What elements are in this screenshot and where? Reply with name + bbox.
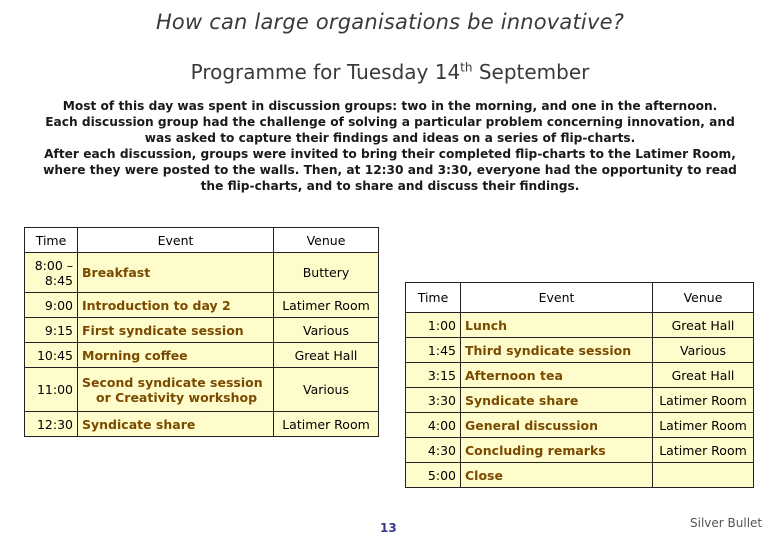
page-title: How can large organisations be innovative? xyxy=(155,10,625,34)
subtitle-text: Programme for Tuesday 14 xyxy=(190,60,461,84)
row-event: Third syndicate session xyxy=(461,338,653,363)
row-venue: Various xyxy=(274,318,379,343)
row-venue: Various xyxy=(274,368,379,412)
row-event: Introduction to day 2 xyxy=(78,293,274,318)
table-row xyxy=(25,368,379,412)
page-number: 13 xyxy=(380,521,397,535)
table-header-row xyxy=(25,228,379,253)
row-time: 12:30 xyxy=(25,412,78,437)
row-time: 9:15 xyxy=(25,318,78,343)
table-row xyxy=(406,363,754,388)
row-event-line xyxy=(82,390,269,405)
header-time: Time xyxy=(406,283,461,313)
header-venue: Venue xyxy=(274,228,379,253)
row-venue: Latimer Room xyxy=(274,412,379,437)
row-event-line: Second syndicate session xyxy=(82,374,263,390)
table-row xyxy=(25,318,379,343)
table-row xyxy=(25,412,379,437)
row-time: 1:45 xyxy=(406,338,461,363)
row-event-sub: or Creativity workshop xyxy=(96,389,258,405)
row-time: 11:00 xyxy=(25,368,78,412)
intro-text xyxy=(30,98,750,194)
row-venue: Great Hall xyxy=(274,343,379,368)
row-event: Syndicate share xyxy=(461,388,653,413)
morning-schedule-table xyxy=(24,227,379,437)
brand-logo: Silver Bullet xyxy=(690,516,763,530)
row-venue xyxy=(653,463,754,488)
intro-paragraph: Most of this day was spent in discussion groups: two in the morning, and one in the afternoon. xyxy=(62,99,718,113)
row-venue: Latimer Room xyxy=(274,293,379,318)
table-row xyxy=(25,293,379,318)
table-row xyxy=(25,343,379,368)
row-event: Breakfast xyxy=(78,253,274,293)
row-venue: Great Hall xyxy=(653,313,754,338)
table-row xyxy=(406,388,754,413)
row-venue: Latimer Room xyxy=(653,438,754,463)
table-header-row xyxy=(406,283,754,313)
row-event: Concluding remarks xyxy=(461,438,653,463)
table-row xyxy=(25,253,379,293)
table-row xyxy=(406,338,754,363)
header-venue: Venue xyxy=(653,283,754,313)
row-event: General discussion xyxy=(461,413,653,438)
table-row xyxy=(406,313,754,338)
table-row xyxy=(406,413,754,438)
row-time: 4:30 xyxy=(406,438,461,463)
row-event xyxy=(78,368,274,412)
table-row xyxy=(406,463,754,488)
row-event: Morning coffee xyxy=(78,343,274,368)
subtitle-after: September xyxy=(472,60,590,84)
row-venue: Latimer Room xyxy=(653,413,754,438)
row-event: First syndicate session xyxy=(78,318,274,343)
header-event: Event xyxy=(461,283,653,313)
row-venue: Latimer Room xyxy=(653,388,754,413)
header-time: Time xyxy=(25,228,78,253)
row-venue: Buttery xyxy=(274,253,379,293)
subtitle-superscript: th xyxy=(460,60,473,75)
row-time: 3:30 xyxy=(406,388,461,413)
row-time: 9:00 xyxy=(25,293,78,318)
row-time: 1:00 xyxy=(406,313,461,338)
row-time: 4:00 xyxy=(406,413,461,438)
row-time: 10:45 xyxy=(25,343,78,368)
row-time: 8:00 – 8:45 xyxy=(25,253,78,293)
row-event: Close xyxy=(461,463,653,488)
row-event: Syndicate share xyxy=(78,412,274,437)
row-event: Lunch xyxy=(461,313,653,338)
intro-paragraph: After each discussion, groups were invited to bring their completed flip-charts to the Latimer Room, where they were posted to the walls. Then, at 12:30 and 3:30, everyone had the opportunity to read the flip-charts, and to share and discuss their findings. xyxy=(43,147,737,193)
afternoon-schedule-table xyxy=(405,282,754,488)
row-venue: Great Hall xyxy=(653,363,754,388)
page-subtitle xyxy=(0,60,780,84)
header-event: Event xyxy=(78,228,274,253)
row-time: 3:15 xyxy=(406,363,461,388)
row-venue: Various xyxy=(653,338,754,363)
row-event: Afternoon tea xyxy=(461,363,653,388)
intro-paragraph: Each discussion group had the challenge of solving a particular problem concerning innovation, and was asked to capture their findings and ideas on a series of flip-charts. xyxy=(45,115,735,145)
table-row xyxy=(406,438,754,463)
row-time: 5:00 xyxy=(406,463,461,488)
